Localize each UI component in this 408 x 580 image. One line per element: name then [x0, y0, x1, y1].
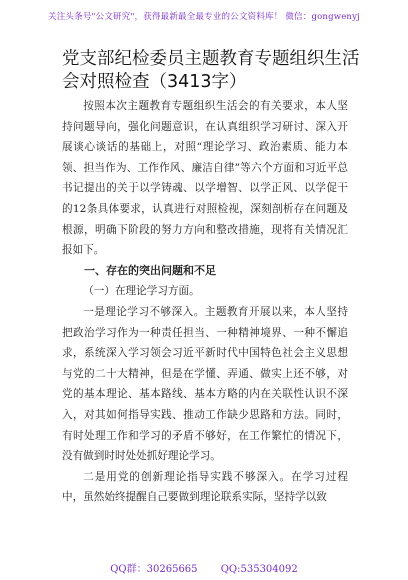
body-paragraph: 一是理论学习不够深入。主题教育开展以来，本人坚持把政治学习作为一种责任担当、一种精神境界、一种不懈追求，系统深入学习领会习近平新时代中国特色社会主义思想与党的二十大精神，但是在学懂、弄通、做实上还不够，对党的基本理论、基本路线、基本方略的内在关联性认识不深入，对其如何指导实践、推动工作缺少思路和方法。同时，有时处理工作和学习的矛盾不够好，在工作繁忙的情况下，没有做到时时处处抓好理论学习。	[62, 305, 348, 463]
body-paragraph: 二是用党的创新理论指导实践不够深入。在学习过程中，虽然始终提醒自己要做到理论联系实际，坚持学以致	[62, 470, 348, 504]
document-title: 党支部纪检委员主题教育专题组织生活会对照检查（3413字）	[62, 49, 360, 92]
section-heading: 一、存在的突出问题和不足	[84, 263, 216, 277]
top-banner: 关注头条号"公文研究"，获得最新最全最专业的公文资料库！ 微信：gongwenyj	[48, 12, 360, 22]
footer-qq: QQ:535304092	[220, 564, 298, 575]
document-body	[62, 96, 348, 508]
footer	[0, 560, 408, 575]
footer-qq-group: QQ群：30265665	[110, 564, 198, 575]
subsection-heading: （一）在理论学习方面。	[83, 285, 200, 298]
intro-paragraph: 按照本次主题教育专题组织生活会的有关要求，本人坚持问题导向，强化问题意识，在认真组织学习研讨、深入开展谈心谈话的基础上，对照“理论学习、政治素质、能力本领、担当作为、工作作风、廉洁自律”等六个方面和习近平总书记提出的关于以学铸魂、以学增智、以学正风、以学促干的12条具体要求，认真进行对照检视，深刻剖析存在问题及根源，明确下阶段的努力方向和整改措施，现将有关情况汇报如下。	[62, 100, 348, 257]
